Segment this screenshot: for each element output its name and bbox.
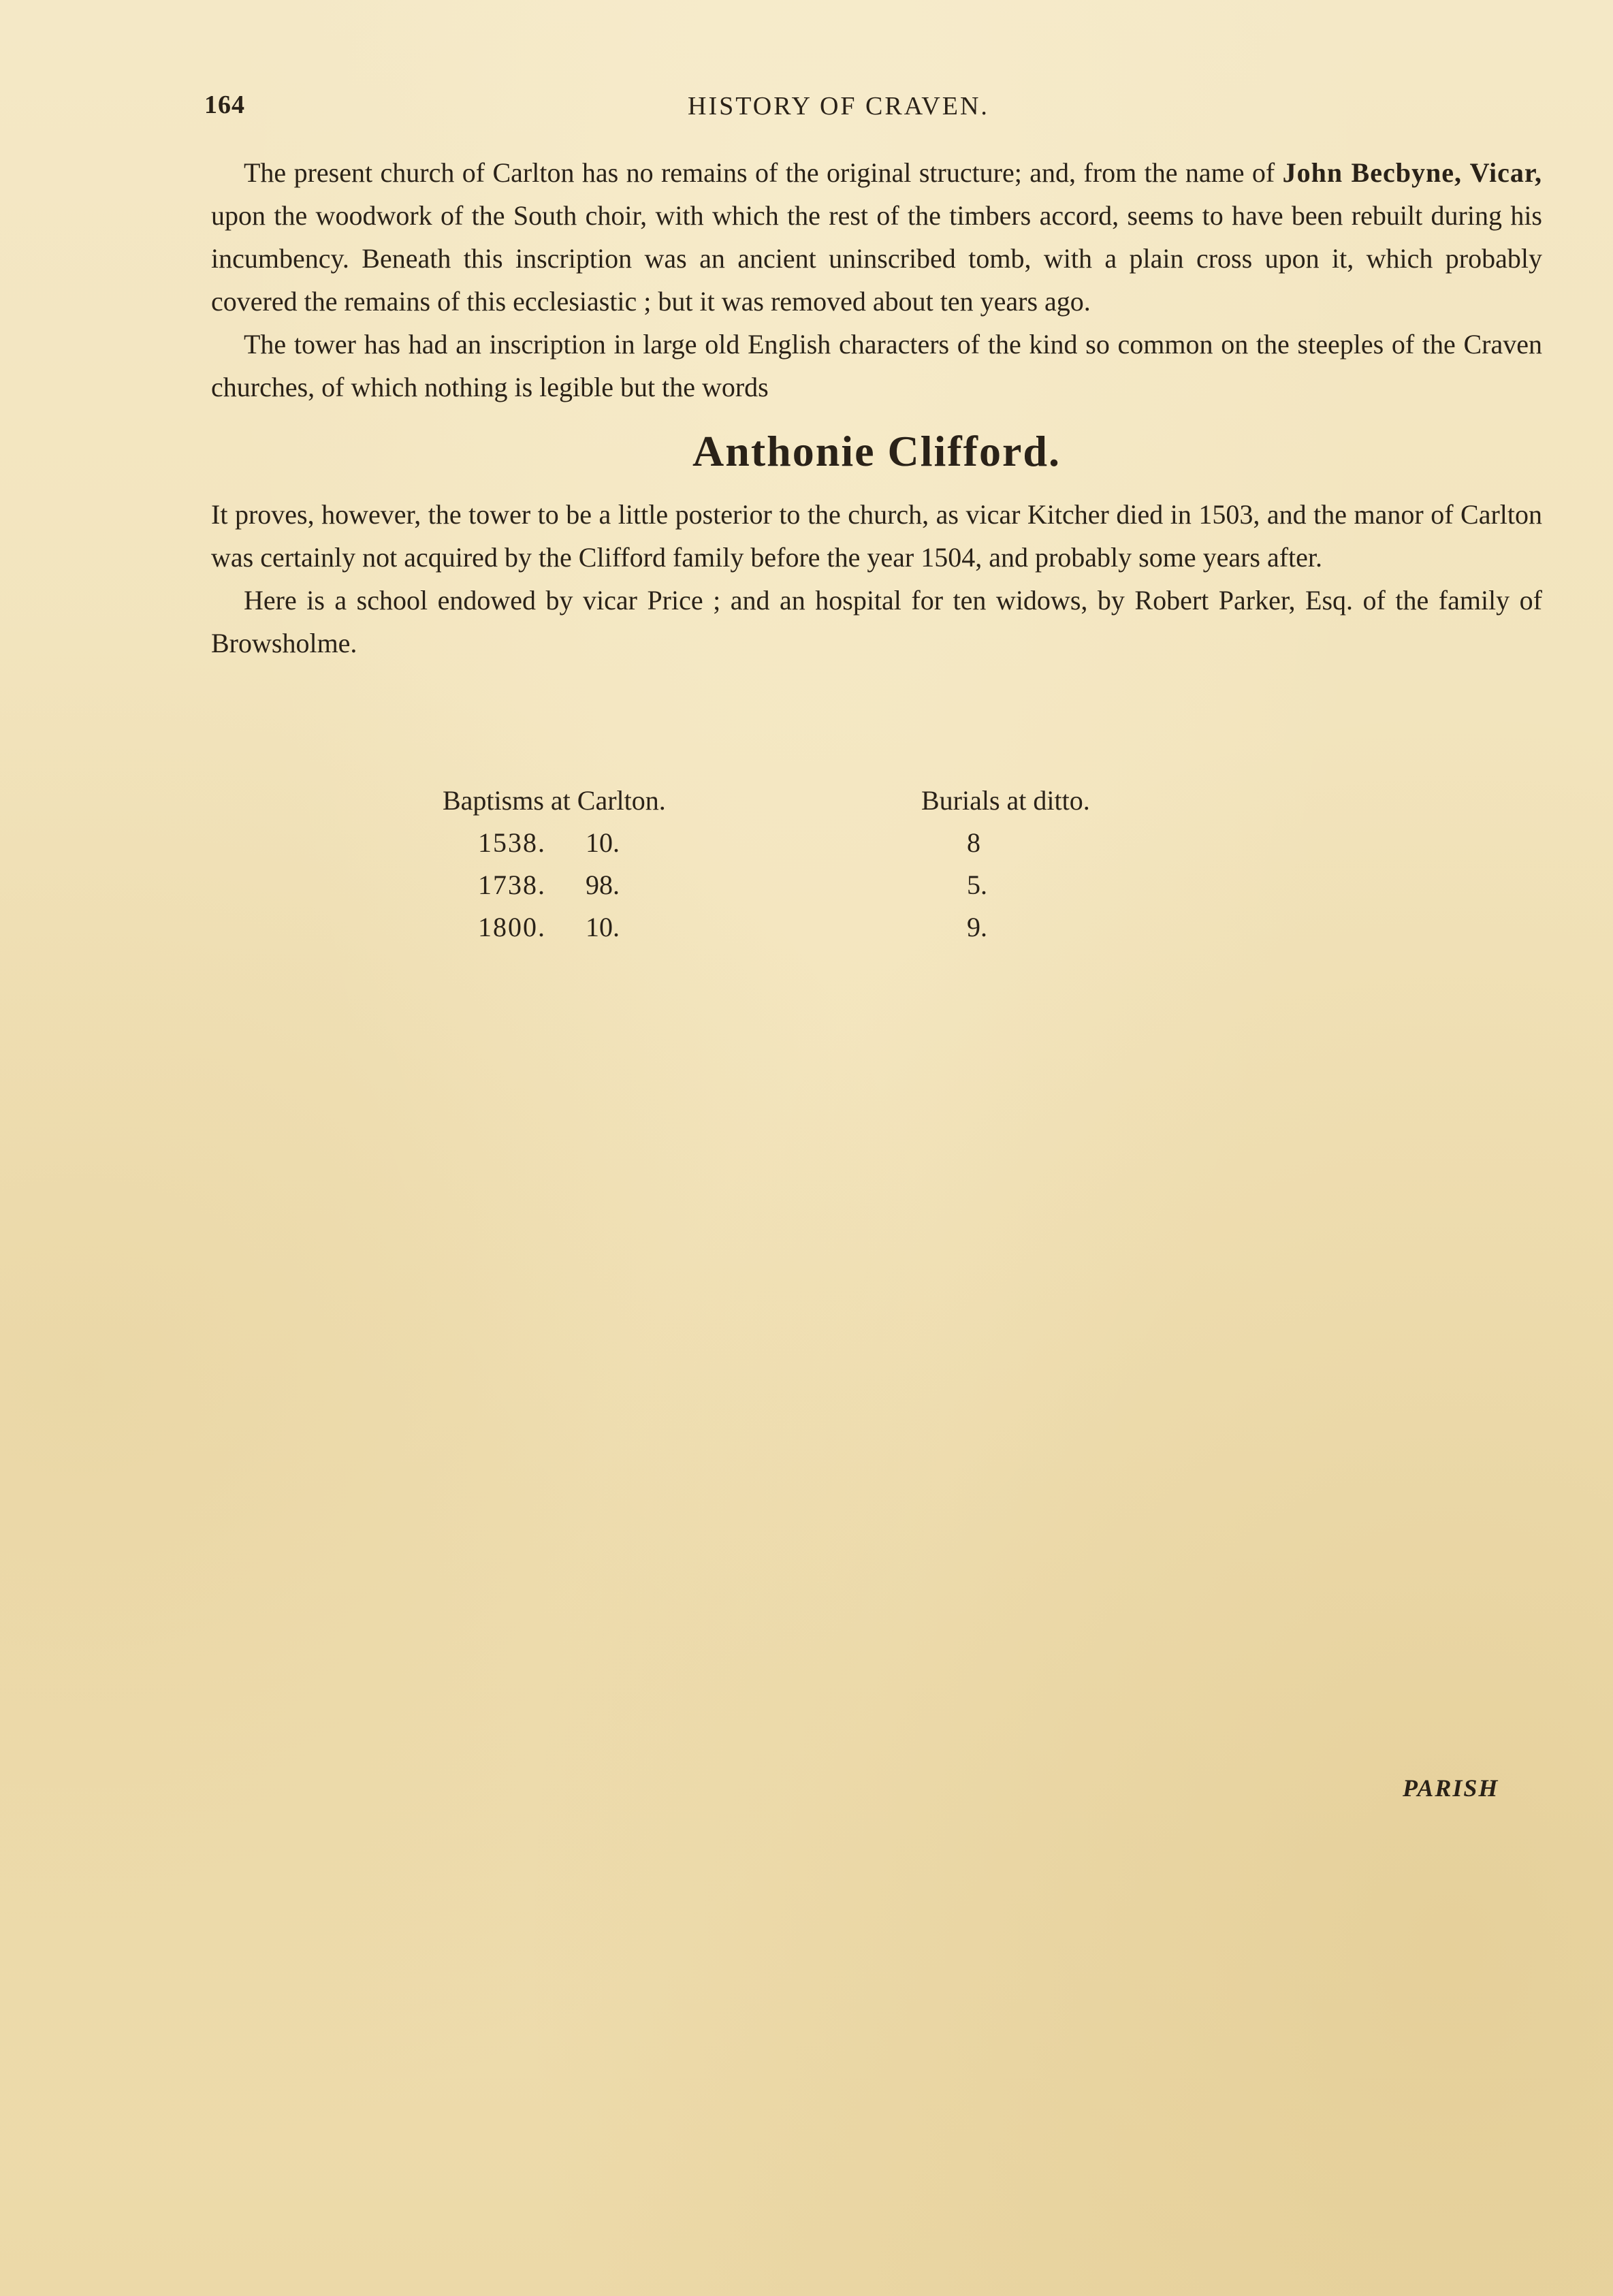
burials-heading: Burials at ditto.: [921, 785, 1090, 816]
register-row: [443, 869, 1260, 911]
register-burials: 5.: [967, 870, 987, 900]
register-year: 1538.: [478, 827, 546, 858]
inscription-anthonie-clifford: Anthonie Clifford.: [692, 427, 1061, 475]
register-headers: [443, 784, 1260, 827]
page-number: 164: [204, 91, 245, 119]
register-baptisms: 10.: [586, 912, 620, 942]
blackletter-name-vicar: John Becbyne, Vicar,: [1282, 157, 1542, 188]
parish-register-table: [443, 784, 1260, 953]
baptisms-heading: Baptisms at Carlton.: [443, 785, 666, 816]
paragraph-church-structure: [211, 151, 1542, 323]
paragraph-tower-inscription: The tower has had an inscription in large old English characters of the kind so common on the steeples of the Craven churches, of which nothing is legible but the words: [211, 329, 1542, 402]
register-row: [443, 827, 1260, 869]
register-burials: 8: [967, 827, 980, 858]
catchword: PARISH: [1403, 1774, 1499, 1802]
paragraph-school-hospital: Here is a school endowed by vicar Price ; and an hospital for ten widows, by Robert Parker, Esq. of the family of Browsholme.: [211, 585, 1542, 658]
paragraph-text: The present church of Carlton has no remains of the original structure; and, from the name of: [244, 157, 1283, 188]
register-burials: 9.: [967, 912, 987, 942]
paragraph-tower-date: It proves, however, the tower to be a little posterior to the church, as vicar Kitcher died in 1503, and the manor of Carlton was certainly not acquired by the Clifford family before the year 1504, and probably some years after.: [211, 499, 1542, 573]
body-text: [211, 151, 1542, 665]
register-year: 1738.: [478, 870, 546, 900]
register-year: 1800.: [478, 912, 546, 942]
register-baptisms: 10.: [586, 827, 620, 858]
register-baptisms: 98.: [586, 870, 620, 900]
paragraph-text: upon the woodwork of the South choir, with which the rest of the timbers accord, seems to have been rebuilt during his incumbency. Beneath this inscription was an ancient uninscribed tomb, with a plain cross upon it, which probably covered the remains of this ecclesiastic ; but it was removed about ten years ago.: [211, 200, 1542, 317]
register-row: [443, 911, 1260, 953]
page-title: HISTORY OF CRAVEN.: [688, 92, 989, 121]
running-head: [204, 90, 1539, 131]
